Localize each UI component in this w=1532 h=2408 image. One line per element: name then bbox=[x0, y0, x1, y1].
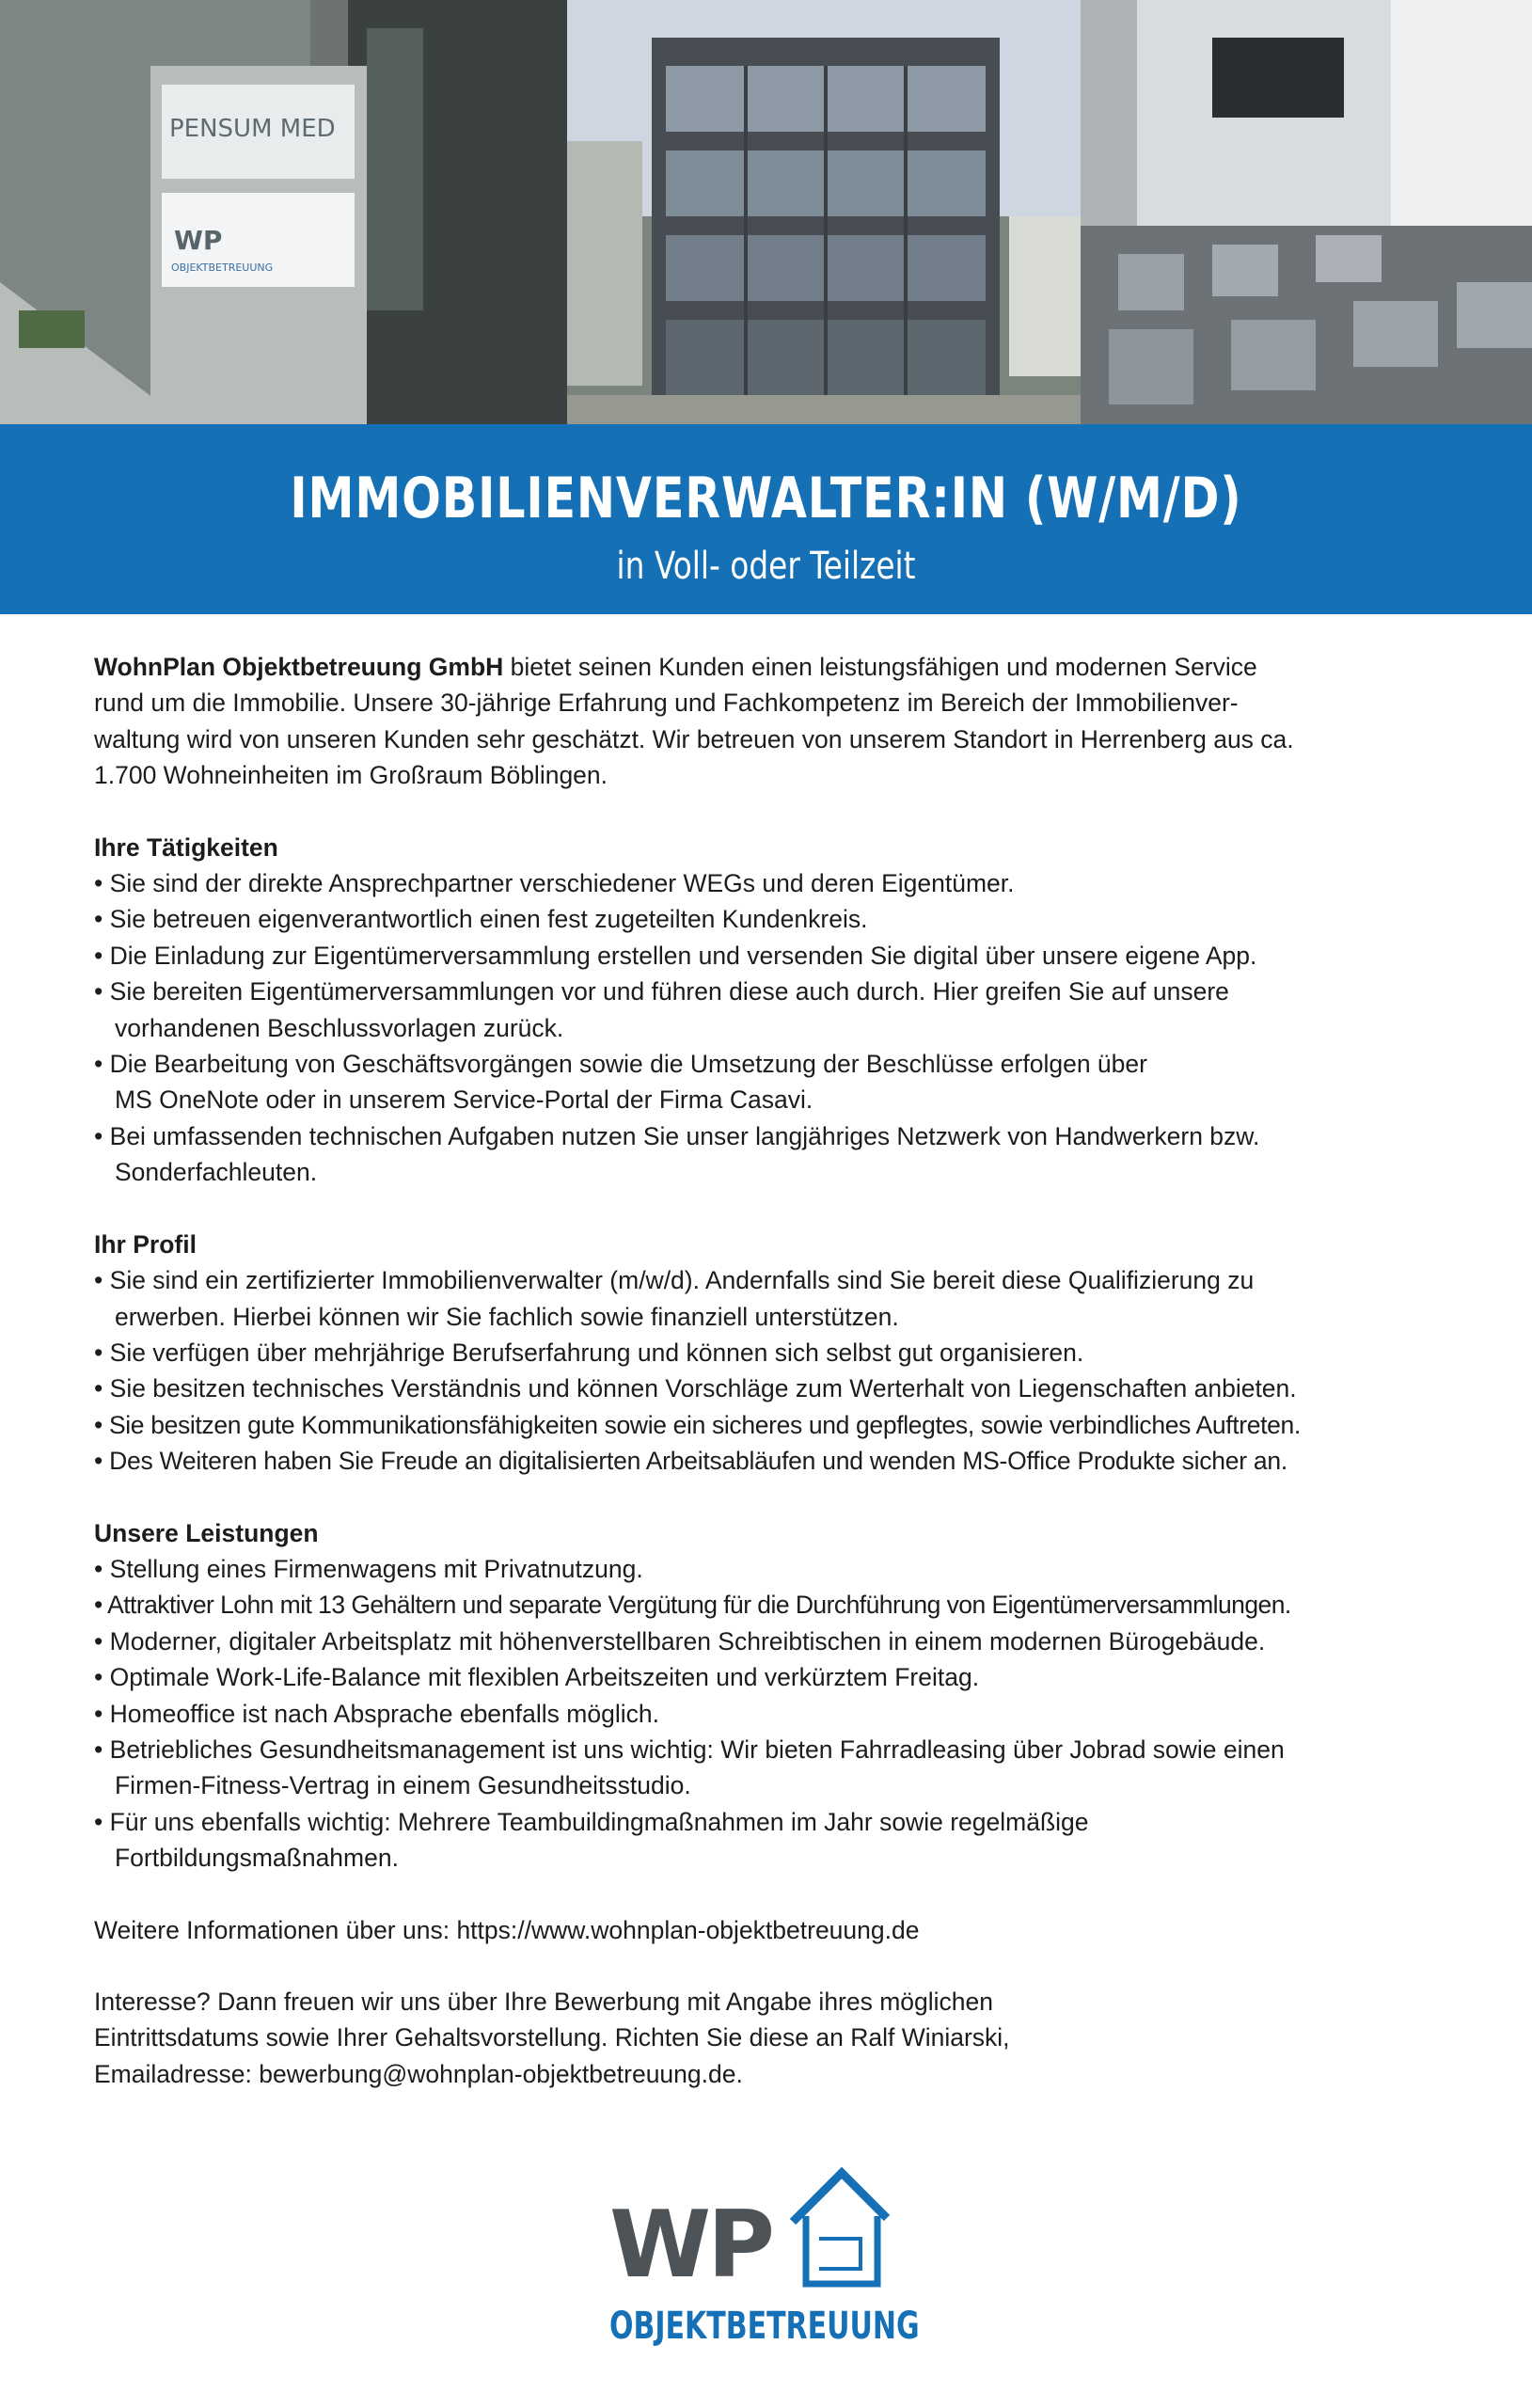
intro-line: bietet seinen Kunden einen leistungsfähigen und modernen Service bbox=[503, 653, 1257, 681]
list-item: • Sie sind ein zertifizierter Immobilienverwalter (m/w/d). Andernfalls sind Sie bereit diese Qualifizierung zu erwerben. Hierbei können wir Sie fachlich sowie finanziell unterstützen. bbox=[94, 1266, 1255, 1331]
sign-brand-text: PENSUM MED bbox=[169, 115, 336, 143]
intro-line: rund um die Immobilie. Unsere 30-jährige Erfahrung und Fachkompetenz im Bereich der Immobilienver- bbox=[94, 689, 1239, 718]
photo-meeting-room bbox=[1081, 0, 1532, 424]
contact-line: Emailadresse: bewerbung@wohnplan-objektbetreuung.de. bbox=[94, 2059, 743, 2088]
list-item: • Des Weiteren haben Sie Freude an digitalisierten Arbeitsabläufen und wenden MS-Office Produkte sicher an. bbox=[94, 1447, 1288, 1476]
logo-subtitle: OBJEKTBETREUUNG bbox=[609, 2305, 920, 2348]
contact-paragraph bbox=[94, 1984, 1448, 2092]
list-item: • Homeoffice ist nach Absprache ebenfalls möglich. bbox=[94, 1699, 659, 1728]
taetigkeiten-list bbox=[94, 865, 1448, 1191]
list-item: • Sie sind der direkte Ansprechpartner verschiedener WEGs und deren Eigentümer. bbox=[94, 869, 1015, 898]
photo-entrance-sign bbox=[0, 0, 567, 424]
section-heading-profil: Ihr Profil bbox=[94, 1229, 197, 1259]
list-item: • Attraktiver Lohn mit 13 Gehältern und separate Vergütung für die Durchführung von Eigentümerversammlungen. bbox=[94, 1591, 1291, 1620]
house-icon bbox=[785, 2163, 893, 2305]
job-title: IMMOBILIENVERWALTER:IN (W/M/D) bbox=[290, 466, 1242, 531]
list-item: • Sie bereiten Eigentümerversammlungen vor und führen diese auch durch. Hier greifen Sie auf unsere vorhandenen Beschlussvorlagen zurück. bbox=[94, 977, 1229, 1042]
company-name: WohnPlan Objektbetreuung GmbH bbox=[94, 653, 504, 681]
info-line: Weitere Informationen über uns: https://www.wohnplan-objektbetreuung.de bbox=[94, 1915, 920, 1944]
logo-letters: WP bbox=[609, 2192, 771, 2299]
contact-line: Interesse? Dann freuen wir uns über Ihre Bewerbung mit Angabe ihres möglichen bbox=[94, 1988, 994, 2016]
contact-line: Eintrittsdatums sowie Ihrer Gehaltsvorstellung. Richten Sie diese an Ralf Winiarski, bbox=[94, 2023, 1010, 2052]
list-item: • Sie betreuen eigenverantwortlich einen fest zugeteilten Kundenkreis. bbox=[94, 905, 868, 934]
intro-line: 1.700 Wohneinheiten im Großraum Böblingen. bbox=[94, 761, 608, 790]
section-heading-taetigkeiten: Ihre Tätigkeiten bbox=[94, 832, 278, 862]
profil-list bbox=[94, 1262, 1448, 1479]
list-item: • Optimale Work-Life-Balance mit flexiblen Arbeitszeiten und verkürztem Freitag. bbox=[94, 1663, 980, 1692]
intro-line: waltung wird von unseren Kunden sehr geschätzt. Wir betreuen von unserem Standort in Herrenberg aus ca. bbox=[94, 724, 1294, 753]
header-photo-strip bbox=[0, 0, 1532, 424]
intro-paragraph bbox=[94, 649, 1448, 794]
photo-office-building bbox=[567, 0, 1081, 424]
list-item: • Bei umfassenden technischen Aufgaben nutzen Sie unser langjähriges Netzwerk von Handwerkern bzw. Sonderfachleuten. bbox=[94, 1121, 1260, 1187]
company-logo bbox=[602, 2163, 931, 2361]
sign-objekt-text: OBJEKTBETREUUNG bbox=[171, 261, 274, 274]
list-item: • Stellung eines Firmenwagens mit Privatnutzung. bbox=[94, 1554, 643, 1583]
job-description bbox=[94, 649, 1448, 2092]
job-subtitle: in Voll- oder Teilzeit bbox=[616, 545, 916, 588]
section-heading-leistungen: Unsere Leistungen bbox=[94, 1518, 319, 1547]
title-band bbox=[0, 424, 1532, 614]
list-item: • Sie verfügen über mehrjährige Berufserfahrung und können sich selbst gut organisieren. bbox=[94, 1338, 1084, 1367]
list-item: • Sie besitzen technisches Verständnis und können Vorschläge zum Werterhalt von Liegenschaften anbieten. bbox=[94, 1374, 1297, 1403]
list-item: • Sie besitzen gute Kommunikationsfähigkeiten sowie ein sicheres und gepflegtes, sowie verbindliches Auftreten. bbox=[94, 1410, 1301, 1439]
list-item: • Betriebliches Gesundheitsmanagement ist uns wichtig: Wir bieten Fahrradleasing über Jobrad sowie einen Firmen-Fitness-Vertrag in einem Gesundheitsstudio. bbox=[94, 1735, 1285, 1800]
list-item: • Die Einladung zur Eigentümerversammlung erstellen und versenden Sie digital über unsere eigene App. bbox=[94, 941, 1257, 970]
sign-wp-text: WP bbox=[174, 225, 223, 256]
list-item: • Für uns ebenfalls wichtig: Mehrere Teambuildingmaßnahmen im Jahr sowie regelmäßige Fortbildungsmaßnahmen. bbox=[94, 1807, 1089, 1873]
list-item: • Die Bearbeitung von Geschäftsvorgängen sowie die Umsetzung der Beschlüsse erfolgen über MS OneNote oder in unserem Service-Portal der Firma Casavi. bbox=[94, 1050, 1147, 1115]
list-item: • Moderner, digitaler Arbeitsplatz mit höhenverstellbaren Schreibtischen in einem modernen Bürogebäude. bbox=[94, 1626, 1266, 1656]
leistungen-list bbox=[94, 1551, 1448, 1877]
